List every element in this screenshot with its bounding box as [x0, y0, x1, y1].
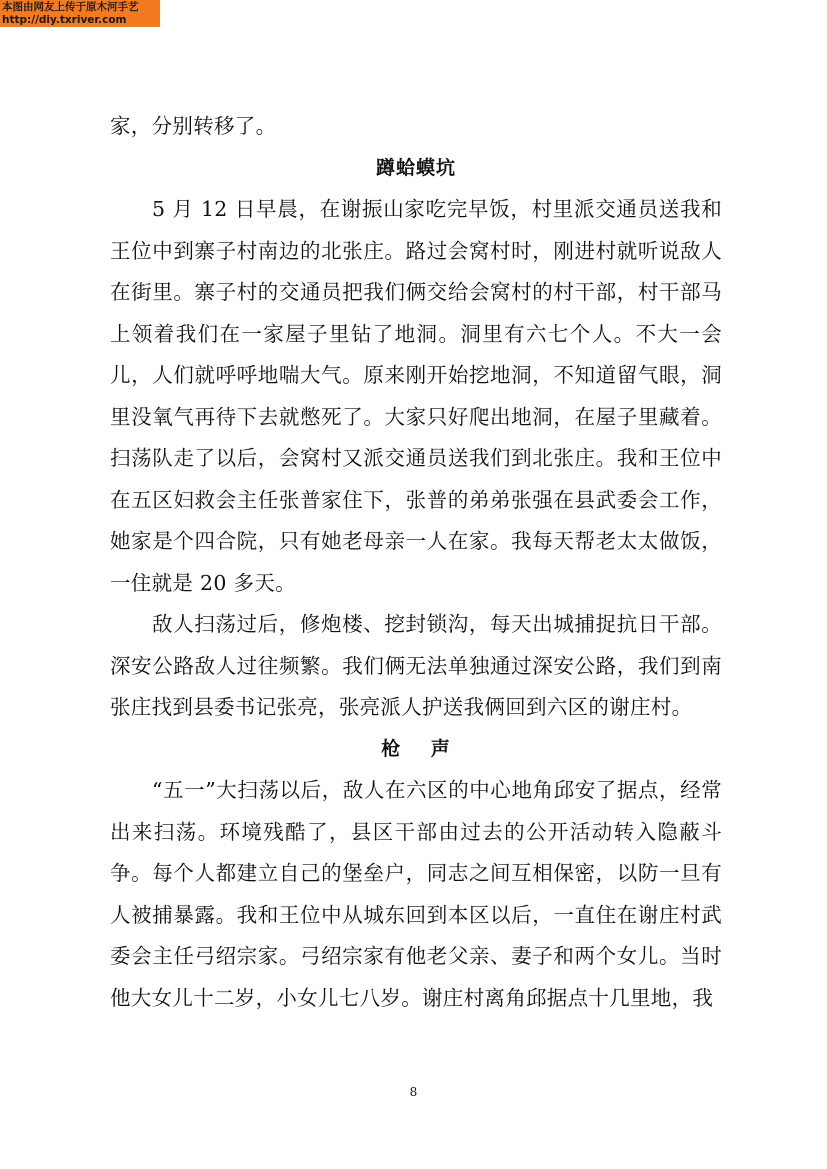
paragraph-continued: 家，分别转移了。: [110, 114, 277, 138]
watermark-banner: [0, 0, 160, 27]
watermark-url: http://diy.txriver.com: [2, 14, 127, 26]
section-heading-toad-pit: 蹲蛤蟆坑: [375, 156, 456, 179]
page-number: 8: [409, 1085, 418, 1099]
paragraph-3: “五一”大扫荡以后，敌人在六区的中心地角邱安了据点，经常出来扫荡。环境残酷了，县区干部由过去的公开活动转入隐蔽斗争。每个人都建立自己的堡垒户，同志之间互相保密，以防一旦有人被捕暴露。我和王位中从城东回到本区以后，一直住在谢庄村武委会主任弓绍宗家。弓绍宗家有他老父亲、妻子和两个女儿。当时他大女儿十二岁，小女儿七八岁。谢庄村离角邱据点十几里地，我: [110, 778, 722, 1010]
section-heading-gunshot: 枪 声: [381, 737, 451, 760]
watermark-text: 本图由网友上传于原木河手艺: [2, 1, 139, 13]
paragraph-1: 5 月 12 日早晨，在谢振山家吃完早饭，村里派交通员送我和王位中到寨子村南边的北张庄。路过会窝村时，刚进村就听说敌人在街里。寨子村的交通员把我们俩交给会窝村的村干部，村干部马上领着我们在一家屋子里钻了地洞。洞里有六七个人。不大一会儿，人们就呼呼地喘大气。原来刚开始挖地洞，不知道留气眼，洞里没氧气再待下去就憋死了。大家只好爬出地洞，在屋子里藏着。扫荡队走了以后，会窝村又派交通员送我们到北张庄。我和王位中在五区妇救会主任张普家住下，张普的弟弟张强在县武委会工作，她家是个四合院，只有她老母亲一人在家。我每天帮老太太做饭，一住就是 20 多天。: [110, 197, 722, 595]
paragraph-2: 敌人扫荡过后，修炮楼、挖封锁沟，每天出城捕捉抗日干部。深安公路敌人过往频繁。我们俩无法单独通过深安公路，我们到南张庄找到县委书记张亮，张亮派人护送我俩回到六区的谢庄村。: [110, 612, 722, 719]
document-body: [110, 106, 722, 1019]
